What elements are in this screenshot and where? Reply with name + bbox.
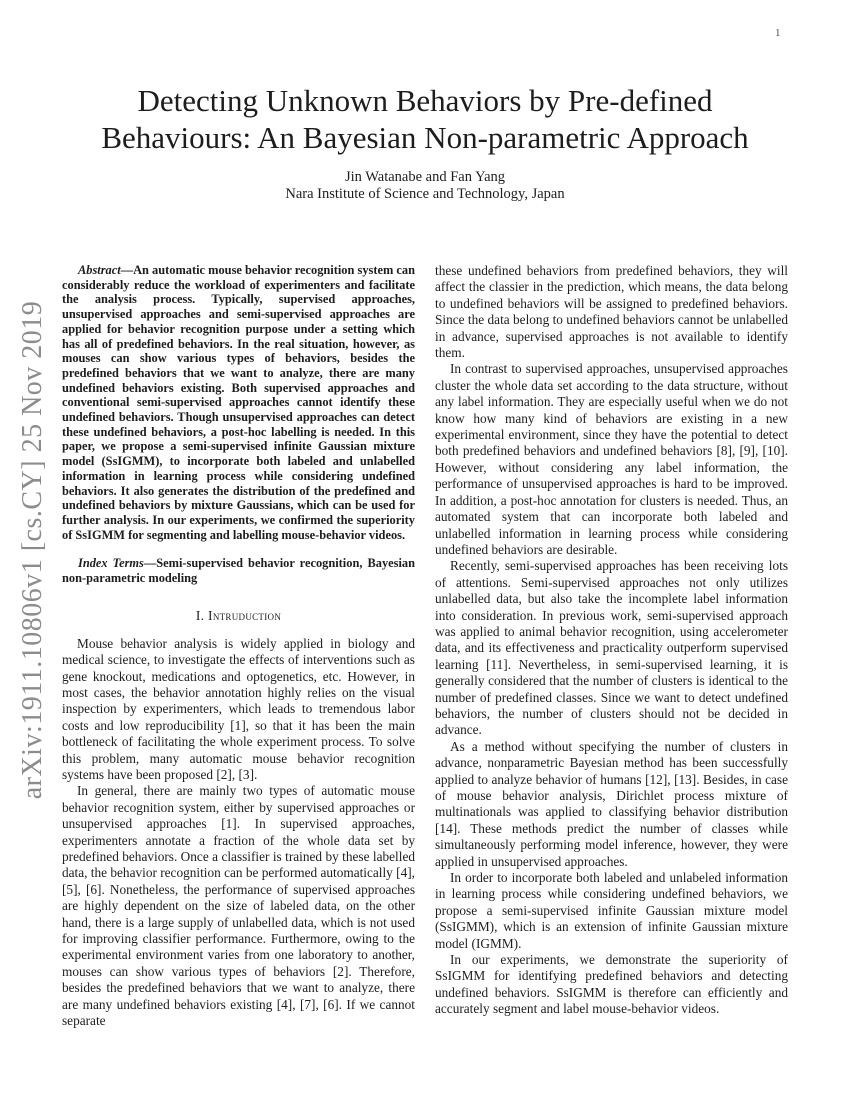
section-number: I. (195, 607, 205, 623)
paper-title-line2: Behaviours: An Bayesian Non-parametric Approach (101, 120, 749, 155)
two-column-body (62, 263, 788, 1030)
abstract-lead: Abstract (78, 263, 121, 277)
section-heading-introduction (62, 608, 415, 624)
paragraph: these undefined behaviors from predefined behaviors, they will affect the classier in the prediction, which means, the data belong to undefined behaviors will be assigned to predefined behaviors. Since the data belong to undefined behaviors cannot be unlabelled in advance, supervised approaches is not available to identify them. (435, 263, 788, 361)
index-terms-text: —Semi-supervised behavior recognition, Bayesian non-parametric modeling (62, 556, 415, 586)
abstract-text: —An automatic mouse behavior recognition system can considerably reduce the workload of experimenters and facilitate the analysis process. Typically, supervised approaches, unsupervised approaches and semi-supervised approaches are applied for behavior recognition purpose under a setting which has all of predefined behaviors. In the real situation, however, as mouses can show various types of behaviors, besides the predefined behaviors that we want to analyze, there are many undefined behaviors existing. Both supervised approaches and conventional semi-supervised approaches cannot identify these undefined behaviors. Though unsupervised approaches can detect these undefined behaviors, a post-hoc labelling is needed. In this paper, we propose a semi-supervised infinite Gaussian mixture model (SsIGMM), to incorporate both labeled and unlabelled information in learning process while considering undefined behaviors. It also generates the distribution of the predefined and undefined behaviors by mixture Gaussians, which can be used for further analysis. In our experiments, we confirmed the superiority of SsIGMM for segmenting and labelling mouse-behavior videos. (62, 263, 415, 542)
paragraph: In general, there are mainly two types of automatic mouse behavior recognition system, either by supervised approaches or unsupervised approaches [1]. In supervised approaches, experimenters annotate a fraction of the whole data set by predefined behaviors. Once a classifier is trained by these labelled data, the behavior recognition can be performed automatically [4], [5], [6]. Nonetheless, the performance of supervised approaches are highly dependent on the size of labeled data, on the other hand, there is a large supply of unlabelled data, which is not used for improving classifier performance. Furthermore, owing to the experimental environment varies from one laboratory to another, mouses can show various types of behaviors [2]. Therefore, besides the predefined behaviors that we want to analyze, there are many undefined behaviors existing [4], [7], [6]. If we cannot separate (62, 783, 415, 1029)
paragraph: As a method without specifying the number of clusters in advance, nonparametric Bayesian method has been successfully applied to analyze behavior of humans [12], [13]. Besides, in case of mouse behavior analysis, Dirichlet process mixture of multinationals was applied to classifying behavior distribution [14]. These methods predict the number of classes while simultaneously performing model inference, however, they were applied in unsupervised approaches. (435, 738, 788, 869)
paper-title (50, 82, 800, 156)
left-column (62, 263, 415, 1030)
paragraph: In order to incorporate both labeled and unlabeled information in learning process while considering undefined behaviors, we propose a semi-supervised infinite Gaussian mixture model (SsIGMM), which is an extension of infinite Gaussian mixture model (IGMM). (435, 870, 788, 951)
paragraph: Mouse behavior analysis is widely applied in biology and medical science, to investigate the effects of interventions such as gene knockout, medications and optogenetics, etc. However, in most cases, the behavior annotation highly relies on the visual inspection by experimenters, which leads to tremendous labor costs and low reproducibility [1], so that it has been the main bottleneck of facilitating the whole experiment process. To solve this problem, many automatic mouse behavior recognition systems have been proposed [2], [3]. (62, 635, 415, 783)
index-terms-section (62, 556, 415, 585)
abstract-section (62, 263, 415, 542)
paragraph: Recently, semi-supervised approaches has been receiving lots of attentions. Semi-supervised approaches not only utilizes unlabelled data, but also take the incomplete label information into consideration. In previous work, semi-supervised approach was applied to animal behavior recognition, using accelerometer data, and its effectiveness and practicality outperform supervised learning [11]. Nevertheless, in semi-supervised learning, it is generally considered that the number of clusters is identical to the number of predefined classes. Since we want to detect undefined behaviors, the number of clusters should not be decided in advance. (435, 558, 788, 738)
affiliation-line: Nara Institute of Science and Technology, Japan (285, 186, 565, 202)
index-terms-lead: Index Terms (78, 556, 144, 571)
author-line: Jin Watanabe and Fan Yang (344, 169, 506, 185)
paper-title-line1: Detecting Unknown Behaviors by Pre-defined (137, 83, 713, 118)
paragraph: In contrast to supervised approaches, unsupervised approaches cluster the whole data set according to the data structure, without any label information. They are especially useful when we do not know how many kind of behaviors are existing in a new experimental environment, since they have the potential to detect both predefined behaviors and undefined behaviors [8], [9], [10]. However, without considering any label information, the performance of unsupervised approaches is hard to be improved. In addition, a post-hoc annotation for clusters is needed. Thus, an automated system that can incorporate both labeled and unlabelled information in learning process while considering undefined behaviors are desirable. (435, 361, 788, 557)
paragraph: In our experiments, we demonstrate the superiority of SsIGMM for identifying predefined behaviors and detecting undefined behaviors. SsIGMM is therefore can efficiently and accurately segment and label mouse-behavior videos. (435, 952, 788, 1017)
page-number: 1 (775, 27, 781, 39)
section-title: Intruduction (208, 607, 282, 623)
arxiv-watermark: arXiv:1911.10806v1 [cs.CY] 25 Nov 2019 (17, 300, 48, 800)
right-column (435, 263, 788, 1018)
